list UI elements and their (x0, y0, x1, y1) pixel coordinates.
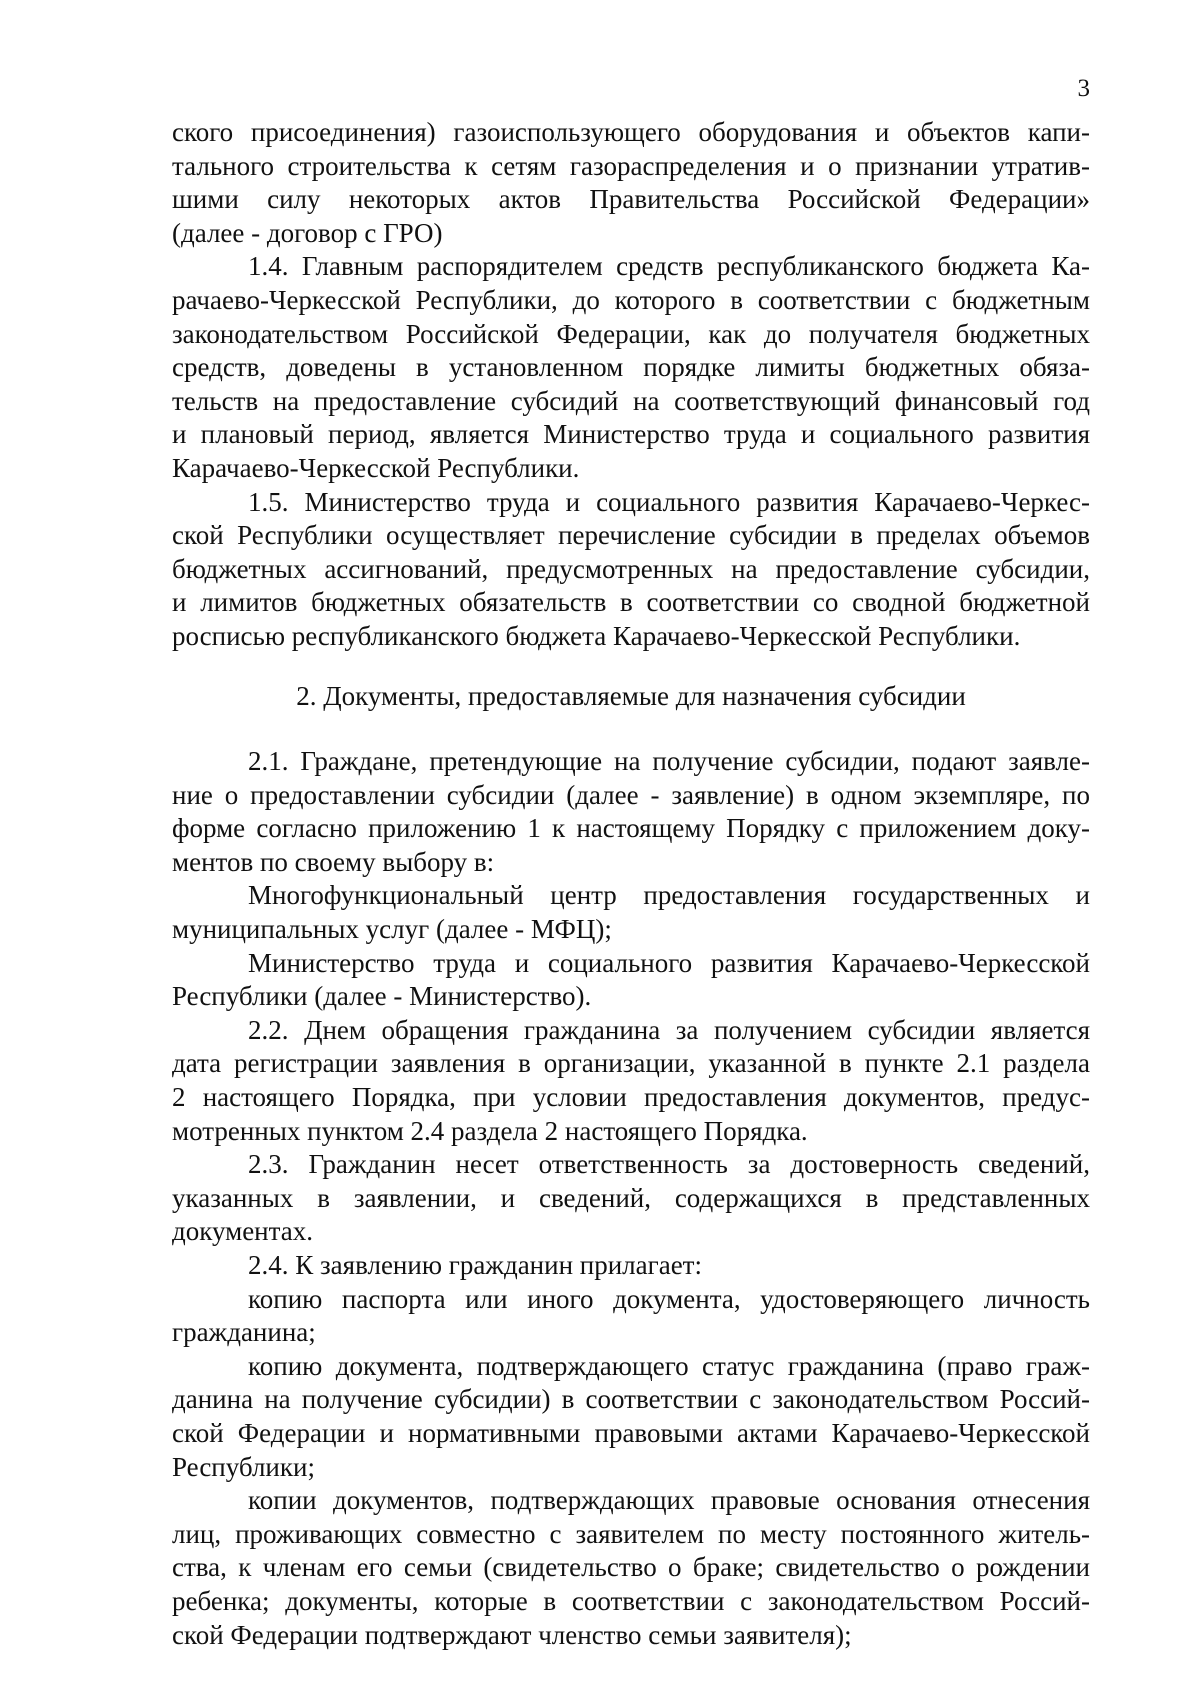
text-line: (далее - договор с ГРО) (172, 217, 443, 248)
text-line: и плановый период, является Министерство труда и социального развития (172, 419, 1090, 450)
text-line: 2.2. Днем обращения гражданина за получением субсидии является (248, 1014, 1090, 1045)
text-line: ской Федерации и нормативными правовыми актами Карачаево-Черкесской (172, 1417, 1090, 1448)
paragraph (172, 1148, 1090, 1249)
text-line: ментов по своему выбору в: (172, 846, 495, 877)
text-line: Министерство труда и социального развития Карачаево-Черкесской (248, 947, 1090, 978)
text-line: гражданина; (172, 1317, 316, 1348)
text-line: ского присоединения) газоиспользующего оборудования и объектов капи- (172, 117, 1090, 147)
text-line: ской Республики осуществляет перечисление субсидии в пределах объемов (172, 520, 1090, 551)
paragraph (172, 745, 1090, 879)
paragraph (172, 1283, 1090, 1350)
paragraph (172, 116, 1090, 250)
paragraph (172, 1484, 1090, 1652)
text-line: 1.4. Главным распорядителем средств республиканского бюджета Ка- (248, 251, 1090, 282)
text-line: бюджетных ассигнований, предусмотренных на предоставление субсидии, (172, 553, 1090, 584)
text-line: Карачаево-Черкесской Республики. (172, 452, 580, 483)
text-line: росписью республиканского бюджета Карачаево-Черкесской Республики. (172, 620, 1021, 651)
text-line: ства, к членам его семьи (свидетельство о браке; свидетельство о рождении (172, 1552, 1090, 1583)
text-line: тального строительства к сетям газораспределения и о признании утратив- (172, 150, 1090, 181)
text-line: Многофункциональный центр предоставления государственных и (248, 880, 1090, 911)
text-line: лиц, проживающих совместно с заявителем по месту постоянного житель- (172, 1518, 1090, 1549)
text-line: 2.3. Гражданин несет ответственность за достоверность сведений, (248, 1149, 1090, 1180)
text-line: копию документа, подтверждающего статус гражданина (право граж- (248, 1350, 1090, 1381)
text-line: 1.5. Министерство труда и социального развития Карачаево-Черкес- (248, 486, 1090, 517)
text-line: форме согласно приложению 1 к настоящему Порядку с приложением доку- (172, 813, 1090, 844)
text-line: ребенка; документы, которые в соответствии с законодательством Россий- (172, 1585, 1090, 1616)
spacer (172, 713, 1090, 745)
text-line: средств, доведены в установленном порядке лимиты бюджетных обяза- (172, 352, 1090, 383)
text-line: Республики; (172, 1451, 315, 1482)
text-line: тельств на предоставление субсидий на соответствующий финансовый год (172, 385, 1090, 416)
text-line: и лимитов бюджетных обязательств в соответствии со сводной бюджетной (172, 587, 1090, 618)
text-line: ской Федерации подтверждают членство семьи заявителя); (172, 1619, 852, 1650)
text-line: 2.1. Граждане, претендующие на получение субсидии, подают заявле- (248, 746, 1090, 777)
text-line: документах. (172, 1216, 313, 1247)
page-number: 3 (1077, 75, 1090, 102)
paragraph (172, 879, 1090, 946)
text-line: законодательством Российской Федерации, как до получателя бюджетных (172, 318, 1090, 349)
section-heading: 2. Документы, предоставляемые для назначения субсидии (296, 680, 966, 711)
spacer (172, 654, 1090, 680)
paragraph (172, 947, 1090, 1014)
text-line: 2 настоящего Порядка, при условии предоставления документов, предус- (172, 1082, 1090, 1113)
document-body (172, 116, 1090, 1652)
text-line: муниципальных услуг (далее - МФЦ); (172, 914, 612, 945)
text-line: копию паспорта или иного документа, удостоверяющего личность (248, 1283, 1090, 1314)
paragraph (172, 486, 1090, 654)
text-line: указанных в заявлении, и сведений, содержащихся в представленных (172, 1182, 1090, 1213)
paragraph (172, 250, 1090, 485)
paragraph (172, 1014, 1090, 1148)
paragraph (172, 1350, 1090, 1484)
text-line: 2.4. К заявлению гражданин прилагает: (248, 1250, 702, 1280)
text-line: Республики (далее - Министерство). (172, 981, 592, 1012)
text-line: ние о предоставлении субсидии (далее - заявление) в одном экземпляре, по (172, 779, 1090, 810)
text-line: копии документов, подтверждающих правовые основания отнесения (248, 1485, 1090, 1516)
text-line: дата регистрации заявления в организации, указанной в пункте 2.1 раздела (172, 1048, 1090, 1079)
text-line: рачаево-Черкесской Республики, до которого в соответствии с бюджетным (172, 284, 1090, 315)
paragraph (172, 1249, 1090, 1283)
text-line: шими силу некоторых актов Правительства Российской Федерации» (172, 184, 1090, 215)
text-line: данина на получение субсидии) в соответствии с законодательством Россий- (172, 1384, 1090, 1415)
text-line: мотренных пунктом 2.4 раздела 2 настоящего Порядка. (172, 1115, 808, 1146)
